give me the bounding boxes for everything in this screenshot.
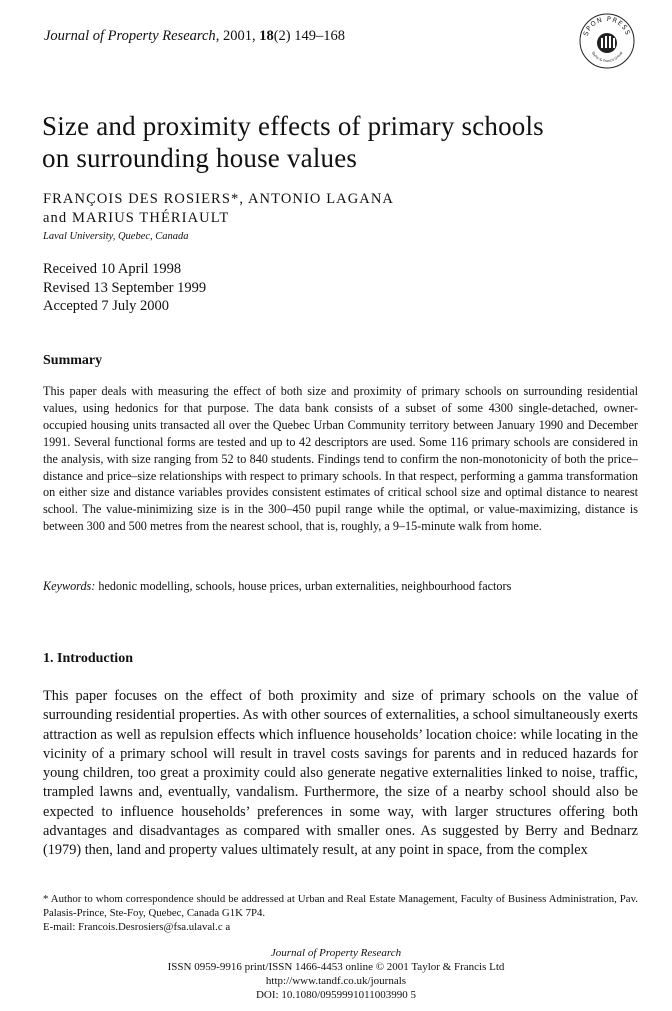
footnote-email: E-mail: Francois.Desrosiers@fsa.ulaval.c a [43,921,231,933]
accepted-date: Accepted 7 July 2000 [43,298,170,314]
title-line-1: Size and proximity effects of primary schools [42,111,544,141]
journal-year: , 2001, [215,28,260,44]
correspondence-footnote [43,892,638,934]
received-date: Received 10 April 1998 [43,261,182,277]
journal-issue-pages: (2) 149–168 [273,28,345,44]
title-line-2: on surrounding house values [42,143,358,173]
running-header [44,28,345,45]
footer-url[interactable]: http://www.tandf.co.uk/journals [265,975,407,987]
footer-journal: Journal of Property Research [270,947,402,959]
summary-heading: Summary [43,353,103,368]
article-title [42,110,652,174]
journal-volume: 18 [259,28,274,44]
history-dates [43,260,206,316]
journal-name: Journal of Property Research [44,28,216,44]
footer-doi: DOI: 10.1080/0959991011003990 5 [255,989,416,1001]
introduction-paragraph: This paper focuses on the effect of both proximity and size of primary schools on the value of surrounding residential properties. As with other sources of externalities, a school simultaneously exerts attraction as well as repulsion effects which influence households’ location choice: while locating in the vicinity of a primary school will result in travel costs savings for parents and in reduced hazards for young children, too great a proximity could also generate negative externalities linked to noise, traffic, trampled lawns and, eventually, vandalism. Furthermore, the size of a nearby school should also be expected to influence households’ preferences in some way, with larger structures offering both advantages and disadvantages as compared with smaller ones. As suggested by Berry and Bednarz (1979) then, land and property values ultimately result, at any point in space, from the complex [43,688,638,859]
keywords-label: Keywords: [43,579,96,593]
section-heading-introduction: 1. Introduction [43,651,133,666]
page-footer [0,946,672,1002]
affiliation: Laval University, Quebec, Canada [43,231,189,242]
authors-line-1: FRANÇOIS DES ROSIERS*, ANTONIO LAGANA [43,191,395,207]
svg-text:Taylor & Francis Group: Taylor & Francis Group [590,50,624,64]
summary-text: This paper deals with measuring the effect of both size and proximity of primary schools on surrounding residential values, using hedonics for that purpose. The data bank consists of a subset of some 4300 single-detached, owner-occupied housing units transacted all over the Quebec Urban Community territory between January 1990 and December 1991. Several functional forms are tested and up to 42 descriptors are used. Some 116 primary schools are considered in the analysis, with size ranging from 52 to 840 students. Findings tend to confirm the non-monotonicity of both the price–distance and price–size relationships with respect to primary schools. In that respect, performing a gamma transformation on either size and distance variables provides consistent estimates of critical school size and optimal distance to nearest school. The value-minimizing size is in the 300–450 pupil range while the optimal, or value-maximizing, distance is between 300 and 500 metres from the nearest school, that is, roughly, a 9–15-minute walk from home. [43,384,638,534]
authors-line-2: and MARIUS THÉRIAULT [43,210,230,226]
author-list [43,190,394,228]
revised-date: Revised 13 September 1999 [43,279,207,296]
keywords-list: hedonic modelling, schools, house prices, urban externalities, neighbourhood factors [95,579,512,593]
keywords [43,578,643,595]
footnote-address: * Author to whom correspondence should be addressed at Urban and Real Estate Management, Faculty of Business Administration, Pav. Palasis-Prince, Ste-Foy, Quebec, Canada G1K 7P4. [43,893,638,919]
footer-issn: ISSN 0959-9916 print/ISSN 1466-4453 online © 2001 Taylor & Francis Ltd [167,961,505,973]
spon-press-logo [578,12,636,70]
svg-text:SPON PRESS: SPON PRESS [581,14,633,37]
